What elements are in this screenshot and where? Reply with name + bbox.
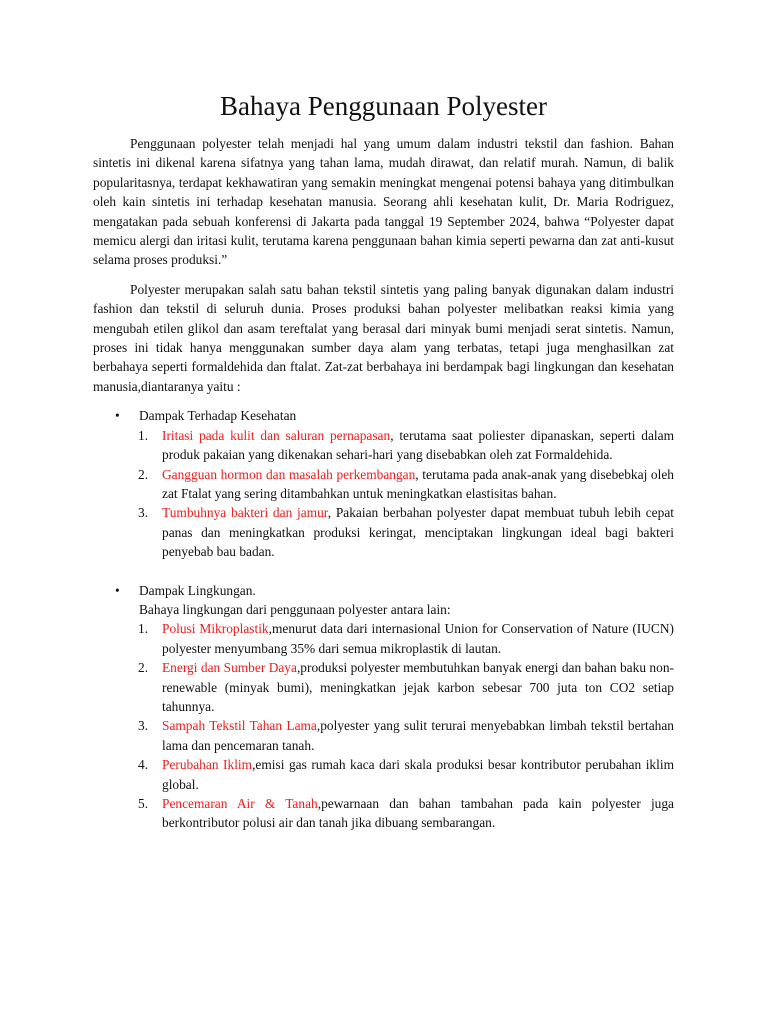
document-title: Bahaya Penggunaan Polyester (220, 91, 547, 121)
health-item-3 (93, 503, 674, 561)
health-text: , Pakaian berbahan polyester dapat membuat tubuh lebih cepat panas dan meningkatkan produksi keringat, menciptakan lingkungan ideal bagi bakteri penyebab bau badan. (162, 505, 674, 560)
environment-item-4 (93, 755, 674, 794)
health-term: Gangguan hormon dan masalah perkembangan (162, 466, 416, 482)
list-number: 1. (138, 621, 149, 637)
paragraph-production: Polyester merupakan salah satu bahan tekstil sintetis yang paling banyak digunakan dalam industri fashion dan tekstil di seluruh dunia. Proses produksi bahan polyester melibatkan reaksi kimia yang mengubah etilen glikol dan asam tereftalat yang berasal dari minyak bumi menjadi serat sintetis. Namun, proses ini tidak hanya menggunakan sumber daya alam yang terbatas, tetapi juga menghasilkan zat berbahaya seperti formaldehida dan ftalat. Zat-zat berbahaya ini berdampak bagi lingkungan dan kesehatan manusia,diantaranya yaitu : (93, 281, 674, 394)
bullet-icon: • (115, 582, 120, 598)
bullet-health (93, 406, 674, 425)
list-number: 5. (138, 796, 149, 811)
environment-term: Perubahan Iklim (162, 757, 253, 773)
environment-text: ,menurut data dari internasional Union for Conservation of Nature (IUCN) polyester menyumbang 35% dari semua mikroplastik di lautan. (162, 621, 674, 656)
list-number: 4. (138, 757, 149, 773)
environment-item-1 (93, 619, 674, 658)
list-number: 3. (138, 505, 149, 521)
list-number: 2. (138, 466, 149, 482)
document-page (93, 86, 674, 833)
list-number: 3. (138, 718, 149, 734)
health-item-2 (93, 465, 674, 504)
environment-intro: Bahaya lingkungan dari penggunaan polyester antara lain: (139, 601, 451, 617)
environment-term: Pencemaran Air & Tanah (162, 796, 318, 811)
list-number: 2. (138, 660, 149, 676)
paragraph-intro: Penggunaan polyester telah menjadi hal yang umum dalam industri tekstil dan fashion. Bahan sintetis ini dikenal karena sifatnya yang tahan lama, mudah dirawat, dan relatif murah. Namun, di balik popularitasnya, terdapat kekhawatiran yang semakin meningkat mengenai potensi bahaya yang ditimbulkan oleh kain sintetis ini terhadap kesehatan manusia. Seorang ahli kesehatan kulit, Dr. Maria Rodriguez, mengatakan pada sebuah konferensi di Jakarta pada tanggal 19 September 2024, bahwa “Polyester dapat memicu alergi dan iritasi kulit, terutama karena penggunaan bahan kimia seperti pewarna dan zat anti-kusut selama proses produksi.” (93, 136, 674, 268)
health-term: Tumbuhnya bakteri dan jamur (162, 505, 328, 521)
environment-text: ,pewarnaan dan bahan tambahan pada kain polyester juga berkontributor polusi air dan tanah jika dibuang sembarangan. (162, 796, 674, 831)
list-number: 1. (138, 427, 149, 443)
spacer (93, 562, 674, 581)
health-list (93, 426, 674, 562)
health-item-1 (93, 426, 674, 465)
environment-list (93, 619, 674, 832)
health-text: , terutama saat poliester dipanaskan, seperti dalam produk pakaian yang dikenakan sehari-hari yang disebabkan oleh zat Formaldehida. (162, 427, 675, 463)
environment-term: Energi dan Sumber Daya (162, 660, 297, 676)
environment-text: ,produksi polyester membutuhkan banyak energi dan bahan baku non-renewable (minyak bumi), meningkatkan jejak karbon sebesar 700 juta ton CO2 setiap tahunnya. (162, 660, 674, 714)
environment-heading: Dampak Lingkungan. (139, 582, 256, 598)
bullet-icon: • (115, 408, 120, 424)
environment-text: ,emisi gas rumah kaca dari skala produksi besar kontributor perubahan iklim global. (162, 757, 674, 792)
environment-item-2 (93, 658, 674, 716)
health-text: , terutama pada anak-anak yang disebebkaj oleh zat Ftalat yang sering ditambahkan untuk meningkatkan elastisitas bahan. (162, 466, 674, 501)
health-heading: Dampak Terhadap Kesehatan (139, 408, 297, 424)
environment-term: Polusi Mikroplastik (162, 621, 269, 637)
bullet-environment (93, 581, 674, 600)
health-term: Iritasi pada kulit dan saluran pernapasan (162, 427, 391, 443)
environment-item-3 (93, 716, 674, 755)
environment-item-5 (93, 794, 674, 833)
environment-term: Sampah Tekstil Tahan Lama (162, 718, 317, 734)
environment-text: ,polyester yang sulit terurai menyebabkan limbah tekstil bertahan lama dan pencemaran tanah. (162, 718, 674, 753)
